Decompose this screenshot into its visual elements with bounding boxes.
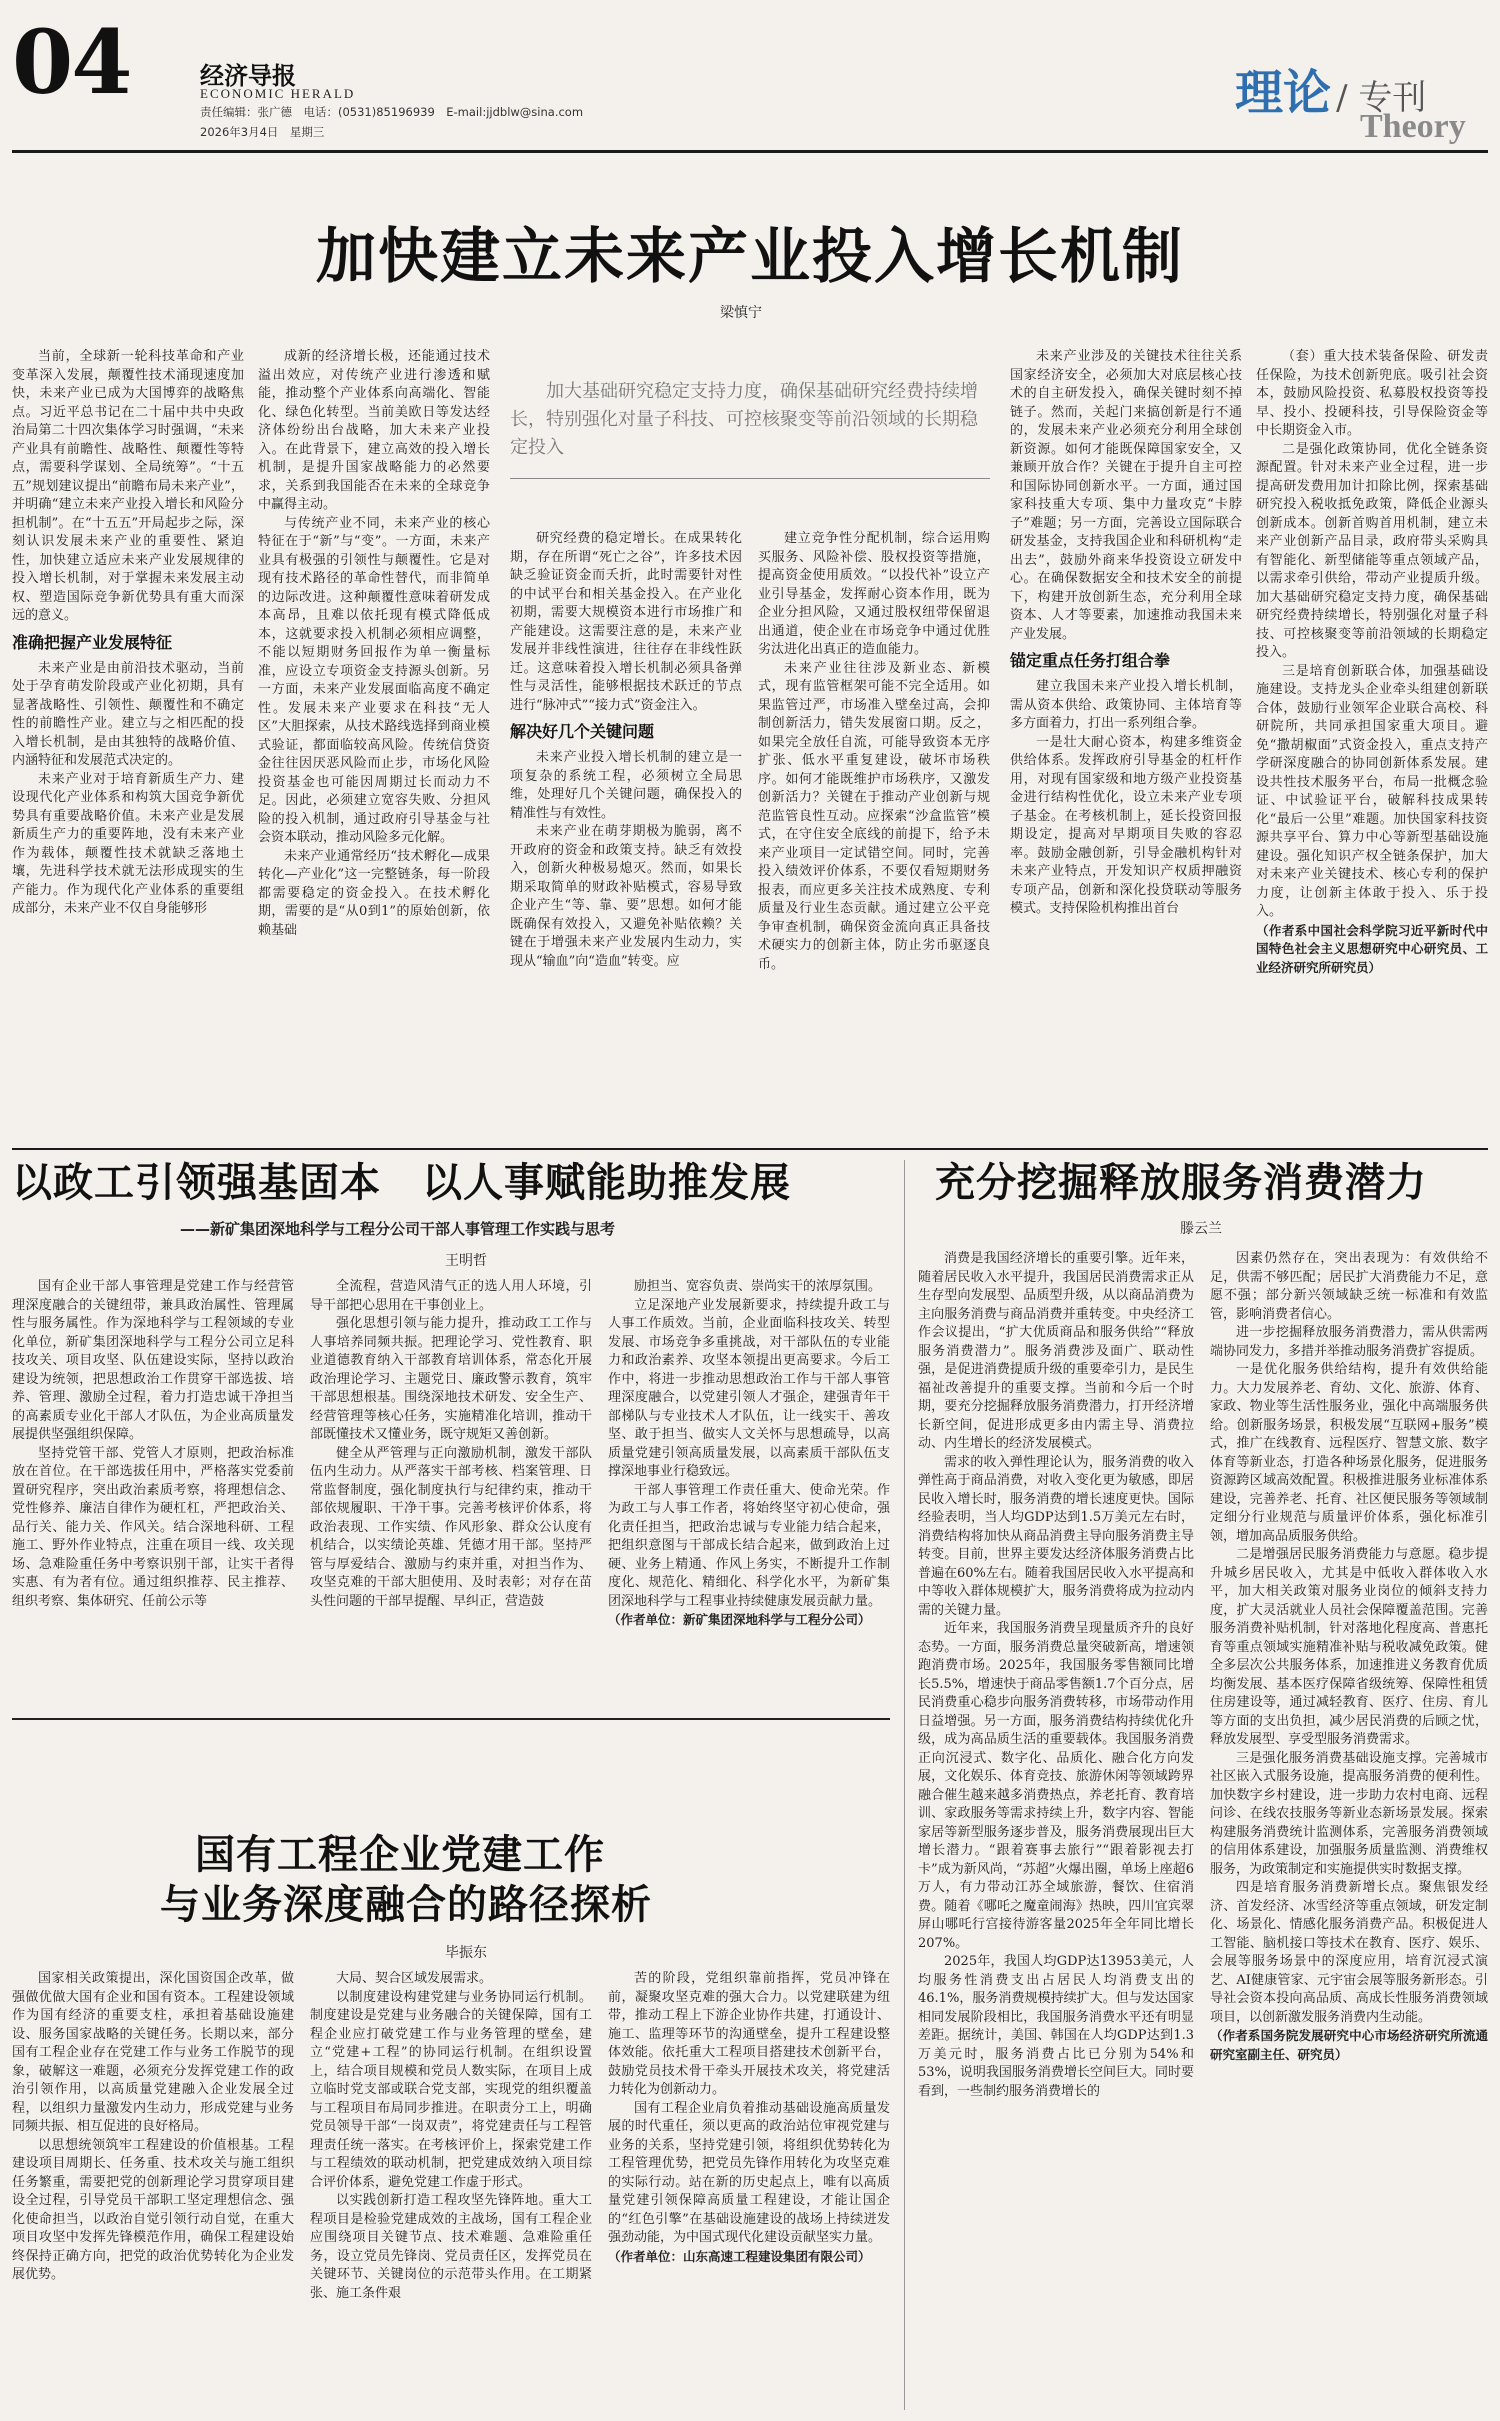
- paragraph: 建立竞争性分配机制，综合运用购买服务、风险补偿、股权投资等措施，提高资金使用质效。“以投代补”设立产业引导基金，发挥耐心资本作用，既为企业分担风险，又通过股权纽带保留退出通道，使企业在市场竞争中通过优胜劣汰进化出真正的造血能力。: [758, 531, 990, 657]
- paragraph: 建立我国未来产业投入增长机制，需从资本供给、政策协同、主体培育等多方面着力，打出一系列组合拳。: [1010, 679, 1242, 731]
- paragraph: 二是增强居民服务消费能力与意愿。稳步提升城乡居民收入，尤其是中低收入群体收入水平，加大相关政策对服务业岗位的倾斜支持力度，扩大灵活就业人员社会保障覆盖范围。完善服务消费补贴机制，针对落地化程度高、普惠托育等重点领域实施精准补贴与税收减免政策。健全多层次公共服务体系，加速推进义务教育优质均衡发展、基本医疗保障省级统筹、保障性租赁住房建设等，通过减轻教育、医疗、住房、育儿等方面的支出负担，减少居民消费的后顾之忧，释放发展型、享受型服务消费需求。: [1210, 1547, 1488, 1747]
- section-sub: / 专刊: [1336, 78, 1427, 118]
- paragraph: 三是培育创新联合体，加强基础设施建设。支持龙头企业牵头组建创新联合体，鼓励行业领军企业联合高校、科研院所，共同承担国家重大项目。避免“撒胡椒面”式资金投入，重点支持产学研深度融合的协同创新体系发展。建设共性技术服务平台，布局一批概念验证、中试验证平台，破解科技成果转化“最后一公里”难题。加快国家科技资源共享平台、算力中心等新型基础设施建设。强化知识产权全链条保护，加大对未来产业关键技术、核心专利的保护力度，让创新主体敢于投入、乐于投入。: [1256, 663, 1488, 919]
- author-note: （作者系中国社会科学院习近平新时代中国特色社会主义思想研究中心研究员、工业经济研究所研究员）: [1256, 922, 1488, 975]
- section-heading: 解决好几个关键问题: [510, 722, 655, 741]
- article3-title-line2: 与业务深度融合的路径探析: [160, 1881, 652, 1928]
- paragraph: 未来产业是由前沿技术驱动，当前处于孕育萌发阶段或产业化初期，具有显著战略性、引领性、颠覆性和不确定性的前瞻性产业。建立与之相匹配的投入增长机制，是由其独特的战略价值、内涵特征和发展范式决定的。: [12, 660, 244, 768]
- article3-col3: [608, 1970, 890, 2410]
- section-label: [1235, 54, 1495, 121]
- editor-line: 责任编辑：张广德 电话：(0531)85196939 E-mail:jjdblw@sina.com: [200, 105, 584, 119]
- article4-author: 滕云兰: [1180, 1221, 1222, 1237]
- section-heading: 锚定重点任务打组合拳: [1010, 651, 1171, 670]
- section-divider-1: [12, 1148, 1488, 1150]
- paragraph: 以制度建设构建党建与业务协同运行机制。制度建设是党建与业务融合的关键保障，国有工程企业应打破党建工作与业务管理的壁垒，建立“党建+工程”的协同运行机制。在组织设置上，结合项目规模和党员人数实际，在项目上成立临时党支部或联合党支部，实现党的组织覆盖与工程项目布局同步推进。在职责分工上，明确党员领导干部“一岗双责”，将党建责任与工程管理责任统一落实。在考核评价上，探索党建工作与工程绩效的联动机制，把党建成效纳入项目综合评价体系，避免党建工作虚于形式。: [310, 1989, 592, 2190]
- paragraph: 以思想统领筑牢工程建设的价值根基。工程建设项目周期长、任务重、技术攻关与施工组织任务繁重，需要把党的创新理论学习贯穿项目建设全过程，引导党员干部职工坚定理想信念、强化使命担当，以政治自觉引领行动自觉，在重大项目攻坚中发挥先锋模范作用，确保工程建设始终保持正确方向，把党的政治优势转化为企业发展优势。: [12, 2137, 294, 2282]
- page-number: 04: [12, 10, 131, 114]
- article1-author: 梁慎宁: [720, 305, 762, 321]
- article2-col1: [12, 1278, 294, 1706]
- article1-col3: [510, 530, 742, 1136]
- paragraph: 2025年，我国人均GDP达13953美元，人均服务性消费支出占居民人均消费支出的46.1%，服务消费规模持续扩大。但与发达国家相同发展阶段相比，我国服务消费水平还有明显差距。据统计，美国、韩国在人均GDP达到1.3万美元时，服务消费占比已分别为54%和53%，说明我国服务消费增长空间巨大。同时要看到，一些制约服务消费增长的: [918, 1954, 1194, 2099]
- section-cn: 理论: [1235, 65, 1332, 121]
- article1-col6: [1256, 348, 1488, 1136]
- article1-col4: [758, 530, 990, 1136]
- author-note: （作者单位：山东高速工程建设集团有限公司）: [608, 2248, 871, 2264]
- article1-col2: [258, 348, 490, 1136]
- paragraph: 全流程，营造风清气正的选人用人环境，引导干部把心思用在干事创业上。: [310, 1279, 592, 1313]
- paragraph: 一是壮大耐心资本，构建多维资金供给体系。发挥政府引导基金的杠杆作用，对现有国家级和地方级产业投资基金进行结构性优化，设立未来产业专项子基金。在考核机制上，延长投资回报期设定，提高对早期项目失败的容忍率。鼓励金融创新，引导金融机构针对未来产业特点，开发知识产权质押融资专项产品，创新和深化投贷联动等服务模式。支持保险机构推出首台: [1010, 734, 1242, 916]
- paragraph: 需求的收入弹性理论认为，服务消费的收入弹性高于商品消费，对收入变化更为敏感，即居民收入增长时，服务消费的增长速度更快。国际经验表明，当人均GDP达到1.5万美元左右时，消费结构将加快从商品消费主导向服务消费主导转变。目前，世界主要发达经济体服务消费占比普遍在60%左右。随着我国居民收入水平提高和中等收入群体规模扩大，服务消费将成为拉动内需的关键力量。: [918, 1454, 1194, 1618]
- article2-author: 王明哲: [445, 1253, 487, 1269]
- paragraph: 近年来，我国服务消费呈现量质齐升的良好态势。一方面，服务消费总量突破新高，增速领跑消费市场。2025年，我国服务零售额同比增长5.5%，增速快于商品零售额1.7个百分点，居民消费重心稳步向服务消费转移，市场带动作用日益增强。另一方面，服务消费结构持续优化升级，成为高品质生活的重要载体。我国服务消费正向沉浸式、数字化、品质化、融合化方向发展，文化娱乐、体育竞技、旅游休闲等领域跨界融合催生越来越多消费热点，养老托育、教育培训、家政服务等需求持续上升，数字内容、智能家居等新型服务逐步普及，服务消费展现出巨大增长潜力。“跟着赛事去旅行”“跟着影视去打卡”成为新风尚，“苏超”火爆出圈，单场上座超6万人，有力带动江苏全域旅游，餐饮、住宿消费。随着《哪吒之魔童闹海》热映，四川宜宾翠屏山哪吒行宫接待游客量2025年全年同比增长207%。: [918, 1621, 1194, 1951]
- article1-col1: [12, 348, 244, 1136]
- paragraph: 二是强化政策协同，优化全链条资源配置。针对未来产业全过程，进一步提高研发费用加计扣除比例，探索基础研究投入税收抵免政策，降低企业源头创新成本。创新首购首用机制，建立未来产业创新产品目录，政府带头采购具有智能化、新型储能等重点领域产品，以需求牵引供给，带动产业提质升级。加大基础研究稳定支持力度，确保基础研究经费持续增长，特别强化对量子科技、可控核聚变等前沿领域的长期稳定投入。: [1256, 441, 1488, 660]
- paragraph: 国家相关政策提出，深化国资国企改革，做强做优做大国有企业和国有资本。工程建设领域作为国有经济的重要支柱，承担着基础设施建设、服务国家战略的关键任务。长期以来，部分国有工程企业存在党建工作与业务工作脱节的现象，破解这一难题，必须充分发挥党建工作的政治引领作用，以高质量党建融入企业发展全过程，以组织力量激发内生动力，形成党建与业务同频共振、相互促进的良好格局。: [12, 1971, 294, 2134]
- paragraph: 国有工程企业肩负着推动基础设施高质量发展的时代重任，须以更高的政治站位审视党建与业务的关系，坚持党建引领，将组织优势转化为工程管理优势，把党员先锋作用转化为攻坚克难的实际行动。站在新的历史起点上，唯有以高质量党建引领保障高质量工程建设，才能让国企的“红色引擎”在基础设施建设的战场上持续迸发强劲动能，为中国式现代化建设贡献坚实力量。: [608, 2100, 890, 2245]
- paragraph: 国有企业干部人事管理是党建工作与经营管理深度融合的关键纽带，兼具政治属性、管理属性与服务属性。作为深地科学与工程领域的专业化单位，新矿集团深地科学与工程分公司立足科技攻关、项目攻坚、队伍建设实际，坚持以政治建设为统领，把思想政治工作贯穿干部选拔、培养、管理、激励全过程，着力打造忠诚干净担当的高素质专业化干部人才队伍，为企业高质量发展提供坚强组织保障。: [12, 1279, 294, 1442]
- paragraph: 因素仍然存在，突出表现为：有效供给不足，供需不够匹配；居民扩大消费能力不足，意愿不强；部分新兴领域缺乏统一标准和有效监管，影响消费者信心。: [1210, 1251, 1488, 1322]
- paragraph: 未来产业涉及的关键技术往往关系国家经济安全，必须加大对底层核心技术的自主研发投入，确保关键时刻不掉链子。然而，关起门来搞创新是行不通的，发展未来产业必须充分利用全球创新资源。如何才能既保障国家安全，又兼顾开放合作？关键在于提升自主可控和国际协同创新水平。一方面，通过国家科技重大专项、集中力量攻克“卡脖子”难题；另一方面，完善设立国际联合研发基金，支持我国企业和科研机构“走出去”，鼓励外商来华投资设立研发中心。在确保数据安全和技术安全的前提下，构建开放创新生态，充分利用全球资本、人才等要素，加速推动我国未来产业发展。: [1010, 349, 1242, 642]
- article1-title: 加快建立未来产业投入增长机制: [316, 222, 1184, 292]
- section-en: Theory: [1360, 108, 1466, 145]
- paragraph: 研究经费的稳定增长。在成果转化期，存在所谓“死亡之谷”，许多技术因缺乏验证资金而夭折，此时需要针对性的中试平台和相关基金投入。在产业化初期，需要大规模资本进行市场推广和产能建设。这需要注意的是，未来产业发展并非线性演进，往往存在非线性跃迁。这意味着投入增长机制必须具备弹性与灵活性，能够根据技术跃迁的节点进行“脉冲式”“接力式”资金注入。: [510, 531, 742, 713]
- paragraph: 强化思想引领与能力提升，推动政工工作与人事培养同频共振。把理论学习、党性教育、职业道德教育纳入干部教育培训体系，常态化开展政治理论学习、主题党日、廉政警示教育，筑牢干部思想根基。围绕深地技术研发、安全生产、经营管理等核心任务，实施精准化培训，推动干部既懂技术又懂业务，既守规矩又善创新。: [310, 1316, 592, 1442]
- paragraph: 苦的阶段，党组织靠前指挥，党员冲锋在前，凝聚攻坚克难的强大合力。以党建联建为纽带，推动工程上下游企业协作共建，打通设计、施工、监理等环节的沟通壁垒，提升工程建设整体效能。依托重大工程项目搭建技术创新平台，鼓励党员技术骨干牵头开展技术攻关，将党建活力转化为创新动力。: [608, 1971, 890, 2097]
- paragraph: 消费是我国经济增长的重要引擎。近年来，随着居民收入水平提升，我国居民消费需求正从生存型向发展型、品质型升级，从以商品消费为主向服务消费与商品消费并重转变。中央经济工作会议提出，“扩大优质商品和服务供给”“释放服务消费潜力”。服务消费涉及面广、联动性强，是促进消费提质升级的重要牵引力，是民生福祉改善提升的重要支撑。当前和今后一个时期，要充分挖掘释放服务消费潜力，打开经济增长新空间，促进形成更多由内需主导、消费拉动、内生增长的经济发展模式。: [918, 1251, 1194, 1451]
- article3-col1: [12, 1970, 294, 2410]
- paragraph: 三是强化服务消费基础设施支撑。完善城市社区嵌入式服务设施，提高服务消费的便利性。加快数字乡村建设，进一步助力农村电商、远程问诊、在线农技服务等新业态新场景发展。探索构建服务消费统计监测体系，完善服务消费领域的信用体系建设，加强服务质量监测、消费维权服务，为政策制定和实施提供实时数据支撑。: [1210, 1750, 1488, 1877]
- paragraph: 未来产业在萌芽期极为脆弱，离不开政府的资金和政策支持。缺乏有效投入，创新火种极易熄灭。然而，如果长期采取简单的财政补贴模式，容易导致企业产生“等、靠、要”思想。如何才能既确保有效投入，又避免补贴依赖？关键在于增强未来产业发展内生动力，实现从“输血”向“造血”转变。应: [510, 824, 742, 969]
- paragraph: 未来产业投入增长机制的建立是一项复杂的系统工程，必须树立全局思维，处理好几个关键问题，确保投入的精准性与有效性。: [510, 750, 742, 821]
- column-divider-right: [904, 1160, 905, 2410]
- article4-title: 充分挖掘释放服务消费潜力: [935, 1159, 1427, 1206]
- article4-col2: [1210, 1250, 1488, 2410]
- article2-col3: [608, 1278, 890, 1706]
- paragraph: （套）重大技术装备保险、研发责任保险，为技术创新兜底。吸引社会资本，鼓励风险投资、私募股权投资等投早、投小、投硬科技，引导保险资金等中长期资金入市。: [1256, 349, 1488, 438]
- article3-title-line1: 国有工程企业党建工作: [195, 1831, 605, 1878]
- article3-col2: [310, 1970, 592, 2410]
- paragraph: 未来产业对于培育新质生产力、建设现代化产业体系和构筑大国竞争新优势具有重要战略价值。未来产业是发展新质生产力的重要阵地，没有未来产业作为载体，颠覆性技术就缺乏落地土壤，先进科学技术就无法形成现实的生产能力。作为现代化产业体系的重要组成部分，未来产业不仅自身能够形: [12, 771, 244, 916]
- paragraph: 一是优化服务供给结构，提升有效供给能力。大力发展养老、育幼、文化、旅游、体育、家政、物业等生活性服务业，强化中高端服务供给。创新服务场景，积极发展“互联网+服务”模式，推广在线教育、远程医疗、智慧文旅、数字体育等新业态，打造各种场景化服务，促进服务资源跨区域高效配置。积极推进服务业标准体系建设，完善养老、托育、社区便民服务等领域制定细分行业规范与质量评价体系，强化标准引领，增加高品质服务供给。: [1210, 1362, 1488, 1544]
- author-note: （作者单位：新矿集团深地科学与工程分公司）: [608, 1612, 871, 1627]
- author-note: （作者系国务院发展研究中心市场经济研究所流通研究室副主任、研究员）: [1210, 2028, 1488, 2062]
- paragraph: 立足深地产业发展新要求，持续提升政工与人事工作质效。当前，企业面临科技攻关、转型发展、市场竞争多重挑战，对干部队伍的专业能力和政治素养、攻坚本领提出更高要求。今后工作中，将进一步推动思想政治工作与干部人事管理深度融合，以党建引领人才强企，建强青年干部梯队与专业技术人才队伍，让一线实干、善攻坚、敢于担当、做实人文关怀与思想疏导，以高质量党建引领高质量发展，以高素质干部队伍支撑深地事业行稳致远。: [608, 1297, 890, 1479]
- paragraph: 干部人事管理工作责任重大、使命光荣。作为政工与人事工作者，将始终坚守初心使命，强化责任担当，把政治忠诚与专业能力结合起来，把组织意图与干部成长结合起来，做到政治上过硬、业务上精通、作风上务实，不断提升工作制度化、规范化、精细化、科学化水平，为新矿集团深地科学与工程事业持续健康发展贡献力量。: [608, 1482, 890, 1609]
- paragraph: 以实践创新打造工程攻坚先锋阵地。重大工程项目是检验党建成效的主战场，国有工程企业应围绕项目关键节点、技术难题、急难险重任务，设立党员先锋岗、党员责任区，发挥党员在关键环节、关键岗位的示范带头作用。在工期紧张、施工条件艰: [310, 2193, 592, 2301]
- paragraph: 未来产业通常经历“技术孵化—成果转化—产业化”这一完整链条，每一阶段都需要稳定的资金投入。在技术孵化期，需要的是“从0到1”的原始创新，依赖基础: [258, 848, 490, 938]
- paragraph: 当前，全球新一轮科技革命和产业变革深入发展，颠覆性技术涌现速度加快，未来产业已成为大国博弈的战略焦点。习近平总书记在二十届中共中央政治局第二十四次集体学习时强调，“未来产业具有前瞻性、战略性、颠覆性等特点，需要科学谋划、全局统筹”。“十五五”规划建议提出“前瞻布局未来产业”，并明确“建立未来产业投入增长和风险分担机制”。在“十五五”开局起步之际，深刻认识发展未来产业的重要性、紧迫性，加快建立适应未来产业发展规律的投入增长机制，对于掌握未来发展主动权、塑造国际竞争新优势具有重大而深远的意义。: [12, 349, 244, 623]
- paragraph: 健全从严管理与正向激励机制，激发干部队伍内生动力。从严落实干部考核、档案管理、日常监督制度，强化制度执行与纪律约束，推动干部依规履职、干净干事。完善考核评价体系，将政治表现、工作实绩、作风形象、群众公认度有机结合，以实绩论英雄、凭德才用干部。坚持严管与厚爱结合、激励与约束并重，对担当作为、攻坚克难的干部大胆使用、及时表彰；对存在苗头性问题的干部早提醒、早纠正，营造鼓: [310, 1445, 592, 1609]
- section-divider-2: [12, 1718, 890, 1720]
- article2-col2: [310, 1278, 592, 1706]
- header-rule: [12, 150, 1488, 153]
- paragraph: 励担当、宽容负责、崇尚实干的浓厚氛围。: [634, 1279, 882, 1294]
- article1-pullquote: 加大基础研究稳定支持力度，确保基础研究经费持续增长，特别强化对量子科技、可控核聚变等前沿领域的长期稳定投入: [510, 381, 978, 458]
- paragraph: 未来产业往往涉及新业态、新模式，现有监管框架可能不完全适用。如果监管过严，市场准入壁垒过高，会抑制创新活力，错失发展窗口期。反之，如果完全放任自流，可能导致资本无序扩张、低水平重复建设，破坏市场秩序。如何才能既维护市场秩序，又激发创新活力？关键在于推动产业创新与规范监管良性互动。应探索“沙盒监管”模式，在守住安全底线的前提下，给予未来产业项目一定试错空间。同时，完善投入绩效评价体系，不要仅看短期财务报表，而应更多关注技术成熟度、专利质量及行业生态贡献。通过建立公平竞争审查机制，确保资金流向真正具备技术硬实力的创新主体，防止劣币驱逐良币。: [758, 660, 990, 972]
- article4-col1: [918, 1250, 1194, 2410]
- paper-title: 经济导报: [200, 62, 296, 90]
- paragraph: 成新的经济增长极，还能通过技术溢出效应，对传统产业进行渗透和赋能，推动整个产业体系向高端化、智能化、绿色化转型。当前美欧日等发达经济体纷纷出台战略，加大未来产业投入。在此背景下，建立高效的投入增长机制，是提升国家战略能力的必然要求，关系到我国能否在未来的全球竞争中赢得主动。: [258, 349, 490, 512]
- section-heading: 准确把握产业发展特征: [12, 632, 173, 652]
- paper-title-en: ECONOMIC HERALD: [200, 86, 356, 101]
- paragraph: 与传统产业不同，未来产业的核心特征在于“新”与“变”。一方面，未来产业具有极强的引领性与颠覆性。它是对现有技术路径的革命性替代，而非简单的边际改进。这种颠覆性意味着研发成本高昂，且难以依托现有模式降低成本，这就要求投入机制必须相应调整，不能以短期财务回报作为单一衡量标准，应设立专项资金支持源头创新。另一方面，未来产业发展面临高度不确定性。发展未来产业要求在科技“无人区”大胆探索，从技术路线选择到商业模式验证，都面临较高风险。传统信贷资金往往因厌恶风险而止步，市场化风险投资基金也可能因周期过长而动力不足。因此，必须建立宽容失败、分担风险的投入机制，通过政府引导基金与社会资本联动，推动风险多元化解。: [258, 515, 490, 845]
- paragraph: 进一步挖掘释放服务消费潜力，需从供需两端协同发力，多措并举推动服务消费扩容提质。: [1210, 1325, 1488, 1359]
- article3-author: 毕振东: [445, 1945, 487, 1961]
- pullquote-rule: [510, 478, 990, 479]
- paragraph: 四是培育服务消费新增长点。聚焦银发经济、首发经济、冰雪经济等重点领域，研发定制化、场景化、情感化服务消费产品。积极促进人工智能、脑机接口等技术在教育、医疗、娱乐、会展等服务场景中的深度应用，培育沉浸式演艺、AI健康管家、元宇宙会展等服务新形态。引导社会资本投向高品质、高成长性服务消费领域项目，以创新激发服务消费内生动能。: [1210, 1880, 1488, 2025]
- date-line: 2026年3月4日 星期三: [200, 125, 325, 139]
- article2-title: 以政工引领强基固本 以人事赋能助推发展: [12, 1159, 791, 1206]
- paragraph: 大局、契合区域发展需求。: [336, 1971, 493, 1986]
- article2-subtitle: ——新矿集团深地科学与工程分公司干部人事管理工作实践与思考: [180, 1220, 616, 1238]
- article1-col5: [1010, 348, 1242, 1136]
- paragraph: 坚持党管干部、党管人才原则，把政治标准放在首位。在干部选拔任用中，严格落实党委前置研究程序，突出政治素质考察，将理想信念、党性修养、廉洁自律作为硬杠杠，严把政治关、品行关、能力关、作风关。结合深地科研、工程施工、野外作业特点，注重在项目一线、攻关现场、急难险重任务中考察识别干部，让实干者得实惠、有为者有位。通过组织推荐、民主推荐、组织考察、集体研究、任前公示等: [12, 1445, 294, 1609]
